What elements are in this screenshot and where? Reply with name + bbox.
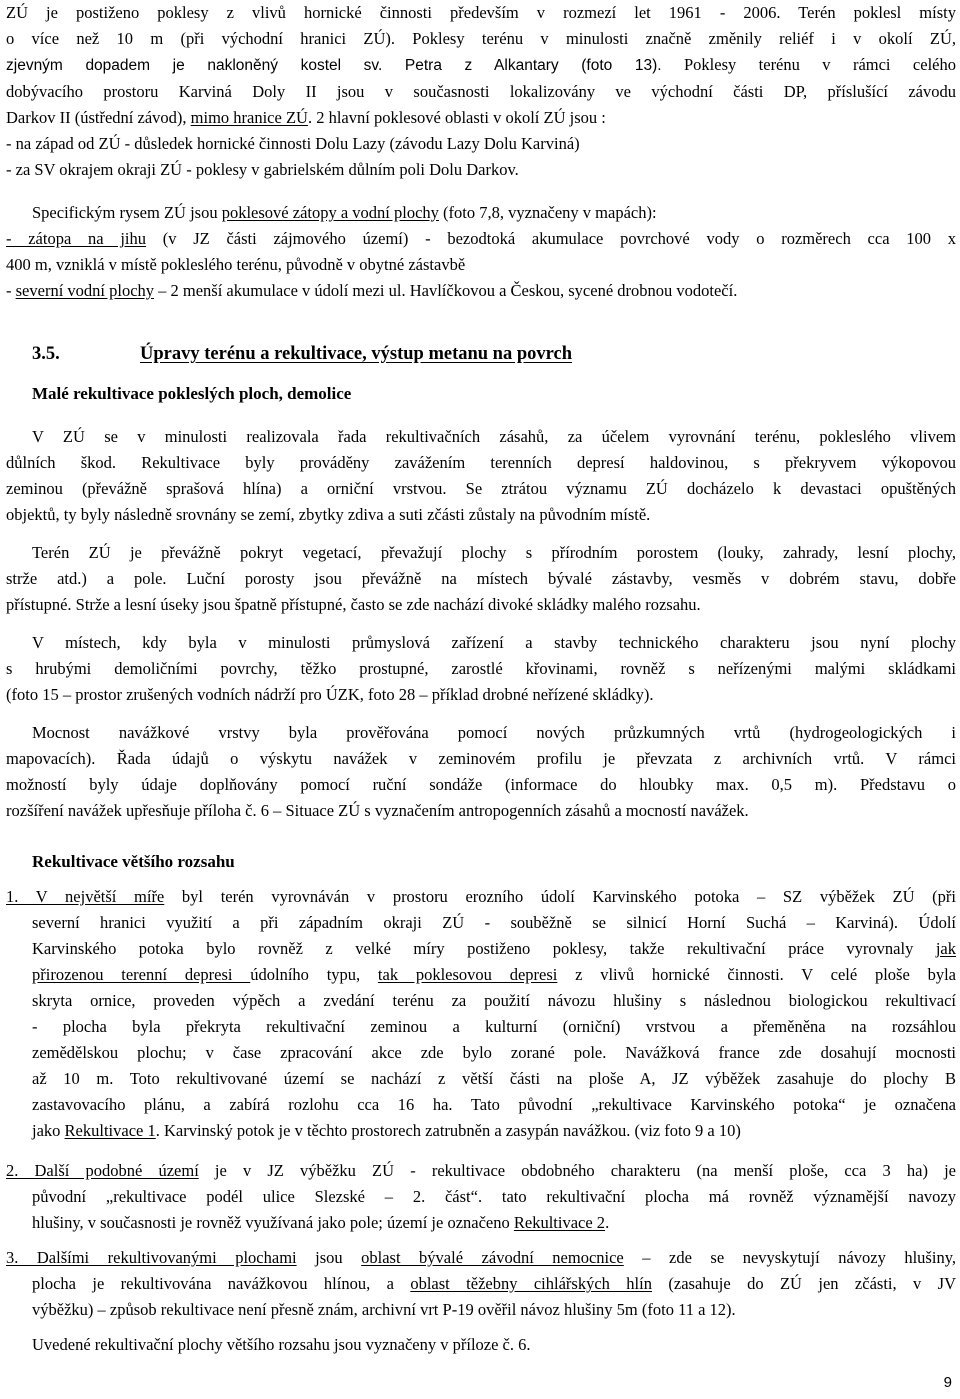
text-run: plocha je rekultivována navážkovou hlínou, a [32, 1274, 411, 1293]
text-line: výběžku) – způsob rekultivace není přesně znám, archivní vrt P-19 ověřil návoz hlušiny 5m (foto 11 a 12). [32, 1300, 736, 1319]
text-line: přístupné. Strže a lesní úseky jsou špatně přístupné, často se zde nachází divoké skládky malého rozsahu. [6, 595, 701, 614]
text-line [6, 884, 956, 910]
text-run: Karvinského potoka bylo rovněž z velké míry postiženo poklesy, takže rekultivační práce vyrovnaly [32, 939, 936, 958]
text-run: Poklesy terénu v rámci celého [661, 55, 956, 74]
underlined-text: oblast bývalé závodní nemocnice [361, 1248, 624, 1267]
text-run: zjevným dopadem je nakloněný kostel sv. Petra z Alkantary (foto 13). [6, 57, 662, 74]
text-line: původní „rekultivace podél ulice Slezské – 2. část“. tato rekultivační plocha má rovněž významější navozy [32, 1187, 956, 1206]
text-line: Terén ZÚ je převážně pokryt vegetací, převažují plochy s přírodním porostem (louky, zahrady, lesní plochy, [32, 543, 956, 562]
text-line: ZÚ je postiženo poklesy z vlivů hornické činnosti především v rozmezí let 1961 - 2006. Terén poklesl místy [6, 3, 956, 22]
list-item-1 [6, 884, 956, 1144]
underlined-text: Rekultivace 1 [64, 1121, 156, 1140]
text-line [6, 1118, 956, 1144]
underlined-text: tak poklesovou depresi [377, 965, 558, 984]
text-line: skryta ornice, proveden výpěch a zvedání terénu za použití návozu hlušiny s následnou biologickou rekultivací [32, 991, 956, 1010]
underlined-text: severní vodní plochy [15, 281, 155, 300]
text-run: (zasahuje do ZÚ jen zčásti, v JV [651, 1274, 956, 1293]
text-line: (foto 15 – prostor zrušených vodních nádrží pro ÚZK, foto 28 – příklad drobné neřízené skládky). [6, 685, 654, 704]
underlined-text: 2. Další podobné území [6, 1161, 199, 1180]
text-line: zemědělskou plochu; v čase zpracování akce zde bylo zorané pole. Navážková france zde dosahují mocnosti [32, 1043, 956, 1062]
text-run: hlušiny, v současnosti je rovněž využívaná jako pole; území je označeno [32, 1213, 514, 1232]
underlined-text: 3. Dalšími rekultivovanými plochami [6, 1248, 297, 1267]
underlined-text: přirozenou terenní depresi [32, 965, 251, 984]
underlined-text: poklesové zátopy a vodní plochy [221, 203, 439, 222]
text-run: (foto 7,8, vyznačeny v mapách): [438, 203, 657, 222]
text-line: až 10 m. Toto rekultivované území se nachází z větší části na ploše A, JZ výběžek zasahuje do plochy B [32, 1069, 956, 1088]
text-run: Darkov II (ústřední závod), [6, 108, 191, 127]
text-line [6, 1245, 956, 1271]
underlined-text: 1. V největší míře [6, 887, 165, 906]
subheading-small-reclamation: Malé rekultivace pokleslých ploch, demolice [32, 384, 352, 403]
paragraph-vegetation [6, 540, 956, 618]
list-item-2 [6, 1158, 956, 1236]
text-line: objektů, ty byly následně srovnány se zemí, zbytky zdiva a suti zčásti zůstaly na původním místě. [6, 505, 651, 524]
text-line: - plocha byla překryta rekultivační zeminou a kulturní (orniční) vrstvou a přeměněna na rozsáhlou [32, 1017, 956, 1036]
paragraph-subsidence [6, 0, 956, 183]
text-run: je v JZ výběžku ZÚ - rekultivace obdobného charakteru (na menší ploše, cca 3 ha) je [198, 1161, 956, 1180]
section-title: Úpravy terénu a rekultivace, výstup metanu na povrch [140, 344, 573, 364]
text-line: V místech, kdy byla v minulosti průmyslová zařízení a stavby technického charakteru jsou nyní plochy [32, 633, 956, 652]
paragraph-fill-thickness [6, 720, 956, 824]
text-line [6, 200, 956, 226]
text-line [6, 1210, 956, 1236]
text-run: . [605, 1213, 610, 1232]
text-run: z vlivů hornické činnosti. V celé ploše byla [557, 965, 956, 984]
underlined-text: jak [935, 939, 956, 958]
text-line: o více než 10 m (při východní hranici ZÚ). Poklesy terénu v minulosti značně změnily reliéf i v okolí ZÚ, [6, 29, 956, 48]
text-line: důlních škod. Rekultivace byly prováděny zavážením terenních depresí haldovinou, s překryvem výkopovou [6, 453, 956, 472]
text-line: V ZÚ se v minulosti realizovala řada rekultivačních zásahů, za účelem vyrovnání terénu, pokleslého vlivem [32, 427, 956, 446]
underlined-text: Rekultivace 2 [513, 1213, 606, 1232]
text-line: zeminou (převážně sprašová hlína) a orniční vrstvou. Se ztrátou významu ZÚ docházelo k devastaci opuštěných [6, 479, 956, 498]
text-line [6, 278, 956, 304]
text-run: Specifickým rysem ZÚ jsou [32, 203, 222, 222]
text-line: Mocnost navážkové vrstvy byla prověřována pomocí nových průzkumných vrtů (hydrogeologických i [32, 723, 956, 742]
text-run: . 2 hlavní poklesové oblasti v okolí ZÚ jsou : [307, 108, 606, 127]
list-line: - za SV okrajem okraji ZÚ - poklesy v gabrielském důlním poli Dolu Darkov. [6, 160, 519, 179]
text-line [6, 962, 956, 988]
text-line [6, 1271, 956, 1297]
text-line: možností byly údaje doplňovány pomocí ruční sondáže (informace do hloubky max. 0,5 m). Představu o [6, 775, 956, 794]
text-line: rozšíření navážek upřesňuje příloha č. 6 – Situace ZÚ s vyznačením antropogenních zásahů a mocností navážek. [6, 801, 749, 820]
text-run: – 2 menší akumulace v údolí mezi ul. Havlíčkovou a Českou, sycené drobnou vodotečí. [154, 281, 738, 300]
paragraph-reclamation [6, 424, 956, 528]
text-line: severní hranici využití a při západním okraji ZÚ - souběžně se silnicí Horní Suchá – Karviná). Údolí [32, 913, 956, 932]
text-run: jako [32, 1121, 65, 1140]
closing-paragraph [6, 1332, 956, 1358]
text-line: s hrubými demoličními povrchy, těžko prostupné, zarostlé křovinami, rovněž s neřízenými malými skládkami [6, 659, 956, 678]
text-line [6, 936, 956, 962]
text-line: mapovacích). Řada údajů o výskytu navážek v zeminovém profilu je převzata z archivních vrtů. V rámci [6, 749, 956, 768]
text-line [6, 52, 956, 79]
underlined-text: mimo hranice ZÚ [190, 108, 308, 127]
text-run: . Karvinský potok je v těchto prostorech zatrubněn a zasypán navážkou. (viz foto 9 a 10) [155, 1121, 741, 1140]
text-line: 400 m, vzniklá v místě pokleslého terénu, původně v obytné zástavbě [6, 255, 466, 274]
text-run: jsou [296, 1248, 362, 1267]
list-line: - na západ od ZÚ - důsledek hornické činnosti Dolu Lazy (závodu Lazy Dolu Karviná) [6, 134, 580, 153]
text-run: - [6, 281, 16, 300]
text-line [6, 105, 956, 131]
text-run: – zde se nevyskytují návozy hlušiny, [623, 1248, 956, 1267]
paragraph-water-areas [6, 200, 956, 304]
text-line: zastavovacího plánu, a zabírá rozlohu cca 16 ha. Tato původní „rekultivace Karvinského potoka“ je označena [32, 1095, 956, 1114]
list-item-3 [6, 1245, 956, 1323]
page-number: 9 [943, 1374, 952, 1391]
paragraph-industrial-sites [6, 630, 956, 708]
section-heading [32, 344, 572, 365]
text-run: (v JZ části zájmového území) - bezodtoká akumulace povrchové vody o rozměrech cca 100 x [146, 229, 957, 248]
text-line [6, 226, 956, 252]
text-line: Uvedené rekultivační plochy většího rozsahu jsou vyznačeny v příloze č. 6. [32, 1335, 531, 1354]
underlined-text: - zátopa na jihu [6, 229, 147, 248]
subheading-large-reclamation: Rekultivace většího rozsahu [32, 852, 235, 871]
underlined-text: oblast těžebny cihlářských hlín [410, 1274, 652, 1293]
text-line: dobývacího prostoru Karviná Doly II jsou v současnosti lokalizovány ve východní části DP, příslušící závodu [6, 82, 956, 101]
section-number: 3.5. [32, 344, 60, 364]
text-run: údolního typu, [250, 965, 378, 984]
text-run: byl terén vyrovnáván v prostoru erozního údolí Karvinského potoka – SZ výběžek ZÚ (při [164, 887, 956, 906]
text-line: strže atd.) a pole. Luční porosty jsou převážně na místech bývalé zástavby, vesměs v dobrém stavu, dobře [6, 569, 956, 588]
text-line [6, 1158, 956, 1184]
